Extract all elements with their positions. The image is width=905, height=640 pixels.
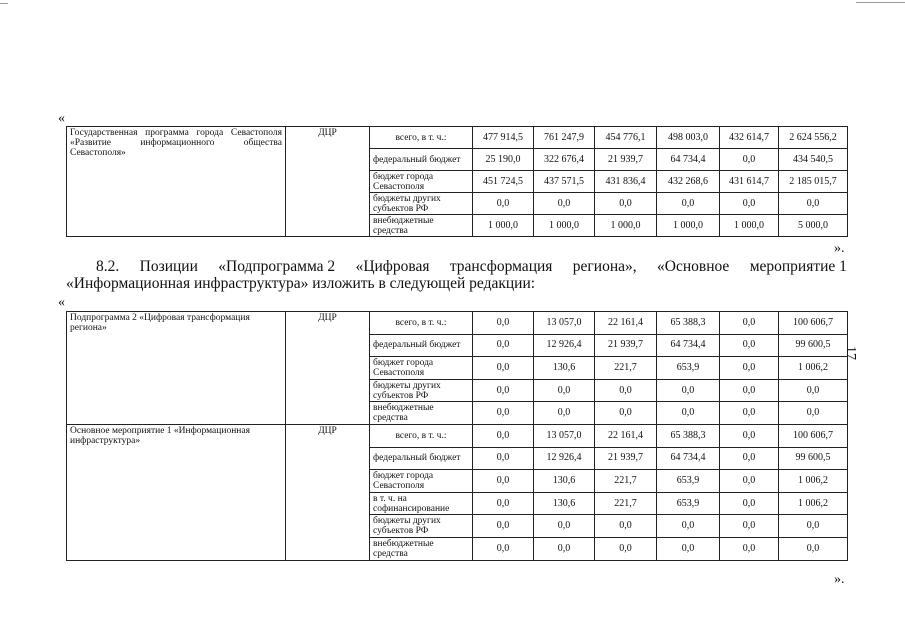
amount-cell: 451 724,5 (473, 171, 534, 193)
paragraph-word: 8.2. (96, 258, 120, 275)
amount-cell: 0,0 (473, 424, 534, 447)
amount-cell: 0,0 (720, 334, 779, 357)
amount-cell: 0,0 (720, 312, 779, 335)
amount-cell: 130,6 (534, 470, 595, 493)
amount-cell: 432 268,6 (657, 171, 720, 193)
amount-cell: 0,0 (779, 379, 848, 402)
paragraph-word: мероприятие 1 (749, 258, 847, 275)
funding-source: бюджеты других субъектов РФ (370, 193, 473, 215)
amount-cell: 0,0 (595, 379, 657, 402)
amount-cell: 431 836,4 (595, 171, 657, 193)
amount-cell: 0,0 (595, 193, 657, 215)
amount-cell: 130,6 (534, 492, 595, 515)
funding-source: всего, в т. ч.: (370, 424, 473, 447)
page-number: 17 (843, 346, 858, 360)
amount-cell: 13 057,0 (534, 312, 595, 335)
amount-cell: 99 600,5 (779, 447, 848, 470)
close-quote: ». (834, 241, 845, 256)
funding-source: внебюджетные средства (370, 537, 473, 560)
amount-cell: 5 000,0 (779, 215, 848, 237)
amount-cell: 13 057,0 (534, 424, 595, 447)
amount-cell: 1 006,2 (779, 492, 848, 515)
amount-cell: 0,0 (779, 193, 848, 215)
amount-cell: 0,0 (534, 402, 595, 425)
amount-cell: 21 939,7 (595, 149, 657, 171)
funding-source: бюджет города Севастополя (370, 470, 473, 493)
amount-cell: 0,0 (720, 537, 779, 560)
row-name: Подпрограмма 2 «Цифровая трансформация региона» (67, 312, 286, 425)
amount-cell: 0,0 (595, 402, 657, 425)
amount-cell: 22 161,4 (595, 312, 657, 335)
amount-cell: 0,0 (473, 334, 534, 357)
amount-cell: 1 000,0 (595, 215, 657, 237)
amount-cell: 0,0 (595, 537, 657, 560)
funding-source: бюджеты других субъектов РФ (370, 379, 473, 402)
amount-cell: 0,0 (720, 357, 779, 380)
amount-cell: 1 000,0 (720, 215, 779, 237)
amount-cell: 322 676,4 (534, 149, 595, 171)
amount-cell: 221,7 (595, 357, 657, 380)
responsible-executor: ДЦР (286, 424, 370, 560)
amount-cell: 0,0 (720, 402, 779, 425)
funding-source: бюджеты других субъектов РФ (370, 515, 473, 538)
amount-cell: 0,0 (720, 515, 779, 538)
amount-cell: 99 600,5 (779, 334, 848, 357)
amount-cell: 25 190,0 (473, 149, 534, 171)
funding-source: федеральный бюджет (370, 334, 473, 357)
amount-cell: 0,0 (720, 492, 779, 515)
amount-cell: 0,0 (657, 515, 720, 538)
amount-cell: 0,0 (720, 424, 779, 447)
amount-cell: 221,7 (595, 492, 657, 515)
amount-cell: 12 926,4 (534, 447, 595, 470)
amount-cell: 0,0 (657, 193, 720, 215)
table-row (67, 312, 848, 335)
amount-cell: 0,0 (473, 470, 534, 493)
amount-cell: 0,0 (720, 193, 779, 215)
amount-cell: 100 606,7 (779, 312, 848, 335)
amount-cell: 0,0 (534, 515, 595, 538)
paragraph-word: трансформация (449, 258, 553, 275)
table-row (67, 127, 848, 149)
amount-cell: 0,0 (473, 402, 534, 425)
amount-cell: 0,0 (779, 402, 848, 425)
responsible-executor: ДЦР (286, 127, 370, 237)
amount-cell: 65 388,3 (657, 312, 720, 335)
amount-cell: 653,9 (657, 357, 720, 380)
amount-cell: 434 540,5 (779, 149, 848, 171)
amount-cell: 0,0 (473, 492, 534, 515)
row-name: Государственная программа города Севастополя «Развитие информационного общества Севастополя» (67, 127, 286, 237)
amount-cell: 21 939,7 (595, 334, 657, 357)
amount-cell: 221,7 (595, 470, 657, 493)
amount-cell: 0,0 (657, 402, 720, 425)
amount-cell: 0,0 (657, 379, 720, 402)
paragraph-word: «Подпрограмма 2 (218, 258, 336, 275)
amount-cell: 0,0 (473, 379, 534, 402)
amount-cell: 1 000,0 (473, 215, 534, 237)
amount-cell: 0,0 (657, 537, 720, 560)
funding-source: всего, в т. ч.: (370, 127, 473, 149)
amount-cell: 2 624 556,2 (779, 127, 848, 149)
amount-cell: 0,0 (779, 515, 848, 538)
amount-cell: 0,0 (534, 193, 595, 215)
paragraph-word: «Основное (657, 258, 730, 275)
amount-cell: 0,0 (720, 470, 779, 493)
amount-cell: 437 571,5 (534, 171, 595, 193)
amount-cell: 0,0 (473, 193, 534, 215)
amount-cell: 64 734,4 (657, 334, 720, 357)
amount-cell: 1 006,2 (779, 470, 848, 493)
amount-cell: 0,0 (534, 379, 595, 402)
amount-cell: 1 006,2 (779, 357, 848, 380)
scan-edge-line (856, 2, 905, 3)
amount-cell: 100 606,7 (779, 424, 848, 447)
amount-cell: 64 734,4 (657, 149, 720, 171)
amount-cell: 0,0 (473, 515, 534, 538)
scan-edge-line (0, 3, 8, 4)
funding-source: в т. ч. на софинансирование (370, 492, 473, 515)
subprogram-finance-table (66, 311, 848, 561)
amount-cell: 431 614,7 (720, 171, 779, 193)
paragraph-word: Позиции (139, 258, 198, 275)
close-quote: ». (834, 572, 845, 587)
amount-cell: 21 939,7 (595, 447, 657, 470)
amount-cell: 0,0 (595, 515, 657, 538)
responsible-executor: ДЦР (286, 312, 370, 425)
amount-cell: 653,9 (657, 492, 720, 515)
amount-cell: 12 926,4 (534, 334, 595, 357)
amount-cell: 0,0 (473, 357, 534, 380)
open-quote: « (58, 111, 65, 126)
paragraph-line-2: «Информационная инфраструктура» изложить в следующей редакции: (66, 275, 536, 292)
funding-source: федеральный бюджет (370, 149, 473, 171)
amount-cell: 454 776,1 (595, 127, 657, 149)
open-quote: « (58, 295, 65, 310)
funding-source: федеральный бюджет (370, 447, 473, 470)
amount-cell: 0,0 (779, 537, 848, 560)
amount-cell: 64 734,4 (657, 447, 720, 470)
amount-cell: 0,0 (720, 379, 779, 402)
amount-cell: 2 185 015,7 (779, 171, 848, 193)
amount-cell: 0,0 (534, 537, 595, 560)
amount-cell: 1 000,0 (657, 215, 720, 237)
funding-source: всего, в т. ч.: (370, 312, 473, 335)
amendment-paragraph (66, 258, 847, 292)
funding-source: внебюджетные средства (370, 215, 473, 237)
amount-cell: 22 161,4 (595, 424, 657, 447)
paragraph-word: «Цифровая (355, 258, 430, 275)
paragraph-line-1 (66, 258, 847, 275)
amount-cell: 1 000,0 (534, 215, 595, 237)
amount-cell: 0,0 (473, 537, 534, 560)
funding-source: внебюджетные средства (370, 402, 473, 425)
amount-cell: 0,0 (473, 312, 534, 335)
program-finance-table (66, 126, 848, 237)
amount-cell: 761 247,9 (534, 127, 595, 149)
amount-cell: 477 914,5 (473, 127, 534, 149)
amount-cell: 0,0 (720, 149, 779, 171)
funding-source: бюджет города Севастополя (370, 171, 473, 193)
row-name: Основное мероприятие 1 «Информационная инфраструктура» (67, 424, 286, 560)
amount-cell: 0,0 (473, 447, 534, 470)
amount-cell: 65 388,3 (657, 424, 720, 447)
amount-cell: 498 003,0 (657, 127, 720, 149)
amount-cell: 653,9 (657, 470, 720, 493)
paragraph-word: региона», (572, 258, 637, 275)
amount-cell: 0,0 (720, 447, 779, 470)
amount-cell: 432 614,7 (720, 127, 779, 149)
amount-cell: 130,6 (534, 357, 595, 380)
funding-source: бюджет города Севастополя (370, 357, 473, 380)
table-row (67, 424, 848, 447)
